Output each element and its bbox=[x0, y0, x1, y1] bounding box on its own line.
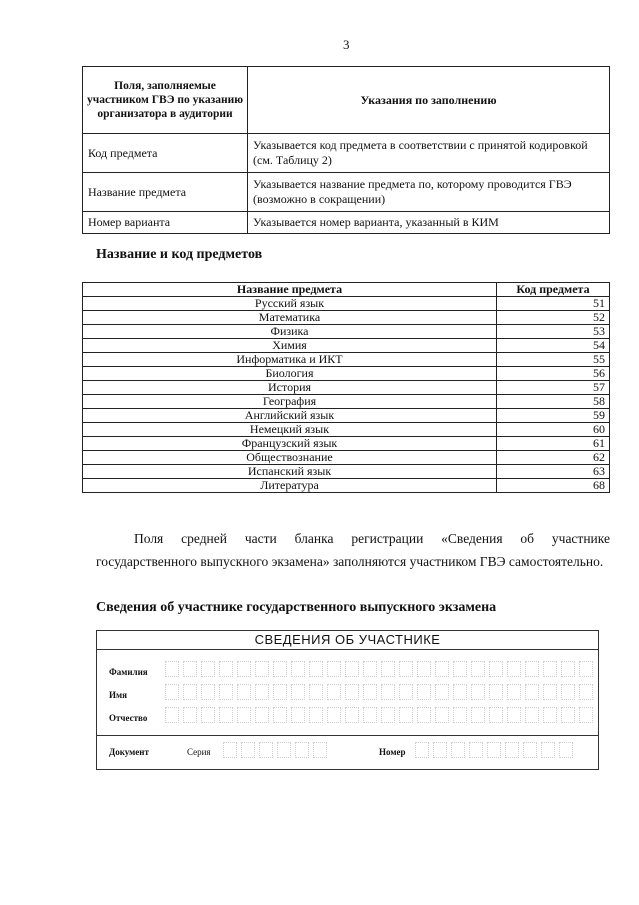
input-cell[interactable] bbox=[327, 684, 341, 700]
input-cell[interactable] bbox=[525, 661, 539, 677]
input-cell[interactable] bbox=[237, 684, 251, 700]
surname-cells[interactable] bbox=[165, 661, 593, 677]
input-cell[interactable] bbox=[165, 684, 179, 700]
subject-code: 60 bbox=[497, 423, 610, 437]
input-cell[interactable] bbox=[507, 707, 521, 723]
subject-row bbox=[83, 325, 610, 339]
input-cell[interactable] bbox=[259, 742, 273, 758]
fields-table-cell-field: Название предмета bbox=[83, 173, 248, 212]
fields-table-header-instruction: Указания по заполнению bbox=[248, 67, 610, 134]
subject-row bbox=[83, 423, 610, 437]
subject-name: Химия bbox=[83, 339, 497, 353]
fields-table-cell-instruction: Указывается название предмета по, которому проводится ГВЭ (возможно в сокращении) bbox=[248, 173, 610, 212]
input-cell[interactable] bbox=[273, 661, 287, 677]
subject-code: 54 bbox=[497, 339, 610, 353]
subject-name: Русский язык bbox=[83, 297, 497, 311]
participant-form bbox=[96, 630, 599, 770]
subject-row bbox=[83, 409, 610, 423]
input-cell[interactable] bbox=[237, 661, 251, 677]
subject-code: 58 bbox=[497, 395, 610, 409]
input-cell[interactable] bbox=[507, 684, 521, 700]
input-cell[interactable] bbox=[433, 742, 447, 758]
input-cell[interactable] bbox=[399, 707, 413, 723]
input-cell[interactable] bbox=[223, 742, 237, 758]
subjects-table bbox=[82, 282, 610, 493]
subject-name: Немецкий язык bbox=[83, 423, 497, 437]
input-cell[interactable] bbox=[327, 707, 341, 723]
input-cell[interactable] bbox=[451, 742, 465, 758]
subject-code: 63 bbox=[497, 465, 610, 479]
input-cell[interactable] bbox=[561, 707, 575, 723]
subject-name: Испанский язык bbox=[83, 465, 497, 479]
subject-row bbox=[83, 339, 610, 353]
input-cell[interactable] bbox=[579, 707, 593, 723]
input-cell[interactable] bbox=[183, 707, 197, 723]
input-cell[interactable] bbox=[345, 684, 359, 700]
input-cell[interactable] bbox=[345, 661, 359, 677]
input-cell[interactable] bbox=[561, 684, 575, 700]
input-cell[interactable] bbox=[201, 684, 215, 700]
input-cell[interactable] bbox=[291, 661, 305, 677]
subjects-header-name: Название предмета bbox=[83, 283, 497, 297]
subject-row bbox=[83, 367, 610, 381]
input-cell[interactable] bbox=[543, 661, 557, 677]
input-cell[interactable] bbox=[277, 742, 291, 758]
surname-label: Фамилия bbox=[109, 667, 148, 677]
subjects-header-code: Код предмета bbox=[497, 283, 610, 297]
input-cell[interactable] bbox=[525, 707, 539, 723]
input-cell[interactable] bbox=[273, 707, 287, 723]
input-cell[interactable] bbox=[165, 707, 179, 723]
input-cell[interactable] bbox=[363, 661, 377, 677]
input-cell[interactable] bbox=[345, 707, 359, 723]
subject-code: 52 bbox=[497, 311, 610, 325]
fields-table-cell-field: Код предмета bbox=[83, 134, 248, 173]
subject-row bbox=[83, 465, 610, 479]
input-cell[interactable] bbox=[505, 742, 519, 758]
series-cells[interactable] bbox=[223, 742, 327, 758]
input-cell[interactable] bbox=[507, 661, 521, 677]
input-cell[interactable] bbox=[471, 684, 485, 700]
subject-name: География bbox=[83, 395, 497, 409]
input-cell[interactable] bbox=[255, 684, 269, 700]
input-cell[interactable] bbox=[295, 742, 309, 758]
instruction-paragraph-text: Поля средней части бланка регистрации «Сведения об участнике государственного выпускного экзамена» заполняются участником ГВЭ самостоятельно. bbox=[96, 531, 610, 569]
subject-row bbox=[83, 479, 610, 493]
subject-name: Физика bbox=[83, 325, 497, 339]
input-cell[interactable] bbox=[381, 684, 395, 700]
series-label: Серия bbox=[187, 747, 211, 757]
subject-name: Биология bbox=[83, 367, 497, 381]
input-cell[interactable] bbox=[255, 661, 269, 677]
subject-row bbox=[83, 451, 610, 465]
subject-code: 57 bbox=[497, 381, 610, 395]
input-cell[interactable] bbox=[309, 661, 323, 677]
subject-name: Информатика и ИКТ bbox=[83, 353, 497, 367]
input-cell[interactable] bbox=[471, 707, 485, 723]
input-cell[interactable] bbox=[489, 684, 503, 700]
subject-name: Французский язык bbox=[83, 437, 497, 451]
input-cell[interactable] bbox=[291, 684, 305, 700]
subject-name: Обществознание bbox=[83, 451, 497, 465]
input-cell[interactable] bbox=[273, 684, 287, 700]
input-cell[interactable] bbox=[219, 661, 233, 677]
input-cell[interactable] bbox=[489, 661, 503, 677]
fields-instructions-table bbox=[82, 66, 610, 234]
input-cell[interactable] bbox=[417, 684, 431, 700]
input-cell[interactable] bbox=[543, 684, 557, 700]
instruction-paragraph bbox=[96, 527, 610, 573]
input-cell[interactable] bbox=[165, 661, 179, 677]
subject-name: Английский язык bbox=[83, 409, 497, 423]
patronymic-label: Отчество bbox=[109, 713, 148, 723]
input-cell[interactable] bbox=[399, 661, 413, 677]
subject-row bbox=[83, 395, 610, 409]
fields-table-cell-instruction: Указывается номер варианта, указанный в КИМ bbox=[248, 212, 610, 234]
input-cell[interactable] bbox=[415, 742, 429, 758]
name-cells[interactable] bbox=[165, 684, 593, 700]
subject-row bbox=[83, 297, 610, 311]
input-cell[interactable] bbox=[453, 707, 467, 723]
input-cell[interactable] bbox=[201, 707, 215, 723]
subject-row bbox=[83, 311, 610, 325]
document-label: Документ bbox=[109, 747, 149, 757]
input-cell[interactable] bbox=[241, 742, 255, 758]
number-label: Номер bbox=[379, 747, 406, 757]
input-cell[interactable] bbox=[237, 707, 251, 723]
input-cell[interactable] bbox=[183, 684, 197, 700]
subject-code: 55 bbox=[497, 353, 610, 367]
input-cell[interactable] bbox=[291, 707, 305, 723]
patronymic-cells[interactable] bbox=[165, 707, 593, 723]
participant-heading: Сведения об участнике государственного выпускного экзамена bbox=[96, 600, 497, 615]
subject-code: 53 bbox=[497, 325, 610, 339]
subject-name: История bbox=[83, 381, 497, 395]
subject-code: 51 bbox=[497, 297, 610, 311]
subject-row bbox=[83, 381, 610, 395]
subject-code: 59 bbox=[497, 409, 610, 423]
number-cells[interactable] bbox=[415, 742, 573, 758]
input-cell[interactable] bbox=[219, 707, 233, 723]
input-cell[interactable] bbox=[255, 707, 269, 723]
input-cell[interactable] bbox=[327, 661, 341, 677]
input-cell[interactable] bbox=[487, 742, 501, 758]
input-cell[interactable] bbox=[381, 661, 395, 677]
input-cell[interactable] bbox=[309, 707, 323, 723]
input-cell[interactable] bbox=[471, 661, 485, 677]
input-cell[interactable] bbox=[363, 684, 377, 700]
fields-table-header-field: Поля, заполняемые участником ГВЭ по указанию организатора в аудитории bbox=[83, 67, 248, 134]
input-cell[interactable] bbox=[559, 742, 573, 758]
subject-name: Литература bbox=[83, 479, 497, 493]
input-cell[interactable] bbox=[381, 707, 395, 723]
page-number: 3 bbox=[343, 37, 350, 52]
input-cell[interactable] bbox=[183, 661, 197, 677]
input-cell[interactable] bbox=[399, 684, 413, 700]
input-cell[interactable] bbox=[435, 661, 449, 677]
input-cell[interactable] bbox=[453, 684, 467, 700]
subjects-heading: Название и код предметов bbox=[96, 247, 263, 262]
name-label: Имя bbox=[109, 690, 127, 700]
input-cell[interactable] bbox=[417, 661, 431, 677]
input-cell[interactable] bbox=[541, 742, 555, 758]
input-cell[interactable] bbox=[579, 661, 593, 677]
input-cell[interactable] bbox=[543, 707, 557, 723]
subject-code: 68 bbox=[497, 479, 610, 493]
input-cell[interactable] bbox=[201, 661, 215, 677]
input-cell[interactable] bbox=[561, 661, 575, 677]
subject-code: 61 bbox=[497, 437, 610, 451]
input-cell[interactable] bbox=[489, 707, 503, 723]
fields-table-cell-instruction: Указывается код предмета в соответствии с принятой кодировкой (см. Таблицу 2) bbox=[248, 134, 610, 173]
subject-row bbox=[83, 437, 610, 451]
input-cell[interactable] bbox=[579, 684, 593, 700]
form-separator bbox=[97, 735, 598, 736]
input-cell[interactable] bbox=[417, 707, 431, 723]
input-cell[interactable] bbox=[435, 684, 449, 700]
input-cell[interactable] bbox=[469, 742, 483, 758]
subject-code: 56 bbox=[497, 367, 610, 381]
input-cell[interactable] bbox=[525, 684, 539, 700]
input-cell[interactable] bbox=[435, 707, 449, 723]
input-cell[interactable] bbox=[363, 707, 377, 723]
subject-code: 62 bbox=[497, 451, 610, 465]
input-cell[interactable] bbox=[309, 684, 323, 700]
input-cell[interactable] bbox=[313, 742, 327, 758]
fields-table-cell-field: Номер варианта bbox=[83, 212, 248, 234]
input-cell[interactable] bbox=[453, 661, 467, 677]
subject-row bbox=[83, 353, 610, 367]
input-cell[interactable] bbox=[523, 742, 537, 758]
input-cell[interactable] bbox=[219, 684, 233, 700]
subject-name: Математика bbox=[83, 311, 497, 325]
participant-form-title: СВЕДЕНИЯ ОБ УЧАСТНИКЕ bbox=[97, 631, 598, 650]
